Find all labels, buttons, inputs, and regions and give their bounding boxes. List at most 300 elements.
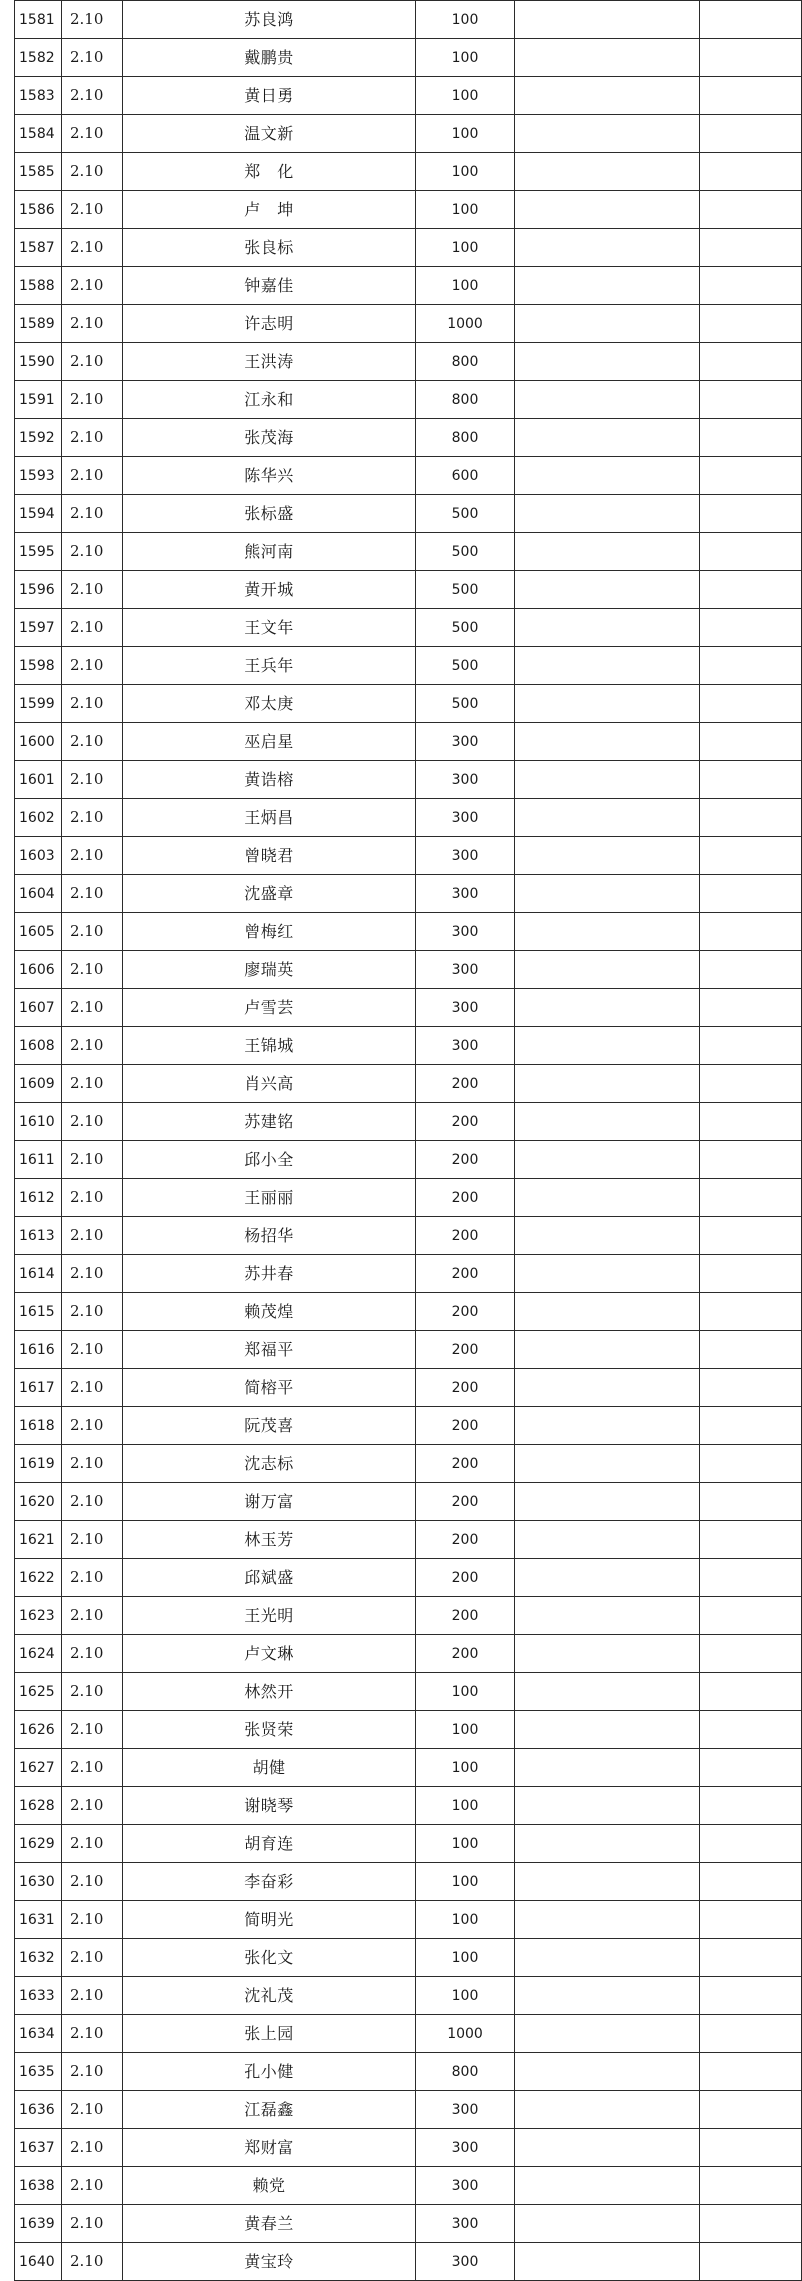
amount-cell[interactable]: 800 (416, 2053, 515, 2091)
empty-cell[interactable] (514, 2129, 699, 2167)
empty-cell[interactable] (514, 153, 699, 191)
empty-cell[interactable] (514, 723, 699, 761)
empty-cell[interactable] (700, 837, 802, 875)
empty-cell[interactable] (700, 1103, 802, 1141)
donor-name-cell[interactable]: 赖茂煌 (122, 1293, 415, 1331)
amount-cell[interactable]: 300 (416, 799, 515, 837)
donor-name-cell[interactable]: 邱斌盛 (122, 1559, 415, 1597)
row-number-cell[interactable]: 1596 (15, 571, 62, 609)
date-cell[interactable]: 2.10 (61, 2243, 122, 2281)
amount-cell[interactable]: 200 (416, 1635, 515, 1673)
empty-cell[interactable] (700, 685, 802, 723)
empty-cell[interactable] (514, 1711, 699, 1749)
row-number-cell[interactable]: 1619 (15, 1445, 62, 1483)
row-number-cell[interactable]: 1585 (15, 153, 62, 191)
date-cell[interactable]: 2.10 (61, 761, 122, 799)
donor-name-cell[interactable]: 黄日勇 (122, 77, 415, 115)
empty-cell[interactable] (514, 419, 699, 457)
empty-cell[interactable] (514, 1863, 699, 1901)
row-number-cell[interactable]: 1604 (15, 875, 62, 913)
empty-cell[interactable] (514, 951, 699, 989)
amount-cell[interactable]: 200 (416, 1369, 515, 1407)
donor-name-cell[interactable]: 沈志标 (122, 1445, 415, 1483)
row-number-cell[interactable]: 1588 (15, 267, 62, 305)
row-number-cell[interactable]: 1625 (15, 1673, 62, 1711)
row-number-cell[interactable]: 1630 (15, 1863, 62, 1901)
row-number-cell[interactable]: 1595 (15, 533, 62, 571)
row-number-cell[interactable]: 1594 (15, 495, 62, 533)
donor-name-cell[interactable]: 简明光 (122, 1901, 415, 1939)
donor-name-cell[interactable]: 苏良鸿 (122, 1, 415, 39)
amount-cell[interactable]: 500 (416, 685, 515, 723)
donor-name-cell[interactable]: 胡育连 (122, 1825, 415, 1863)
donor-name-cell[interactable]: 苏建铭 (122, 1103, 415, 1141)
date-cell[interactable]: 2.10 (61, 1217, 122, 1255)
amount-cell[interactable]: 300 (416, 1027, 515, 1065)
empty-cell[interactable] (514, 2167, 699, 2205)
empty-cell[interactable] (514, 1635, 699, 1673)
row-number-cell[interactable]: 1590 (15, 343, 62, 381)
row-number-cell[interactable]: 1621 (15, 1521, 62, 1559)
amount-cell[interactable]: 100 (416, 1863, 515, 1901)
date-cell[interactable]: 2.10 (61, 1, 122, 39)
row-number-cell[interactable]: 1591 (15, 381, 62, 419)
row-number-cell[interactable]: 1607 (15, 989, 62, 1027)
empty-cell[interactable] (514, 1559, 699, 1597)
empty-cell[interactable] (514, 2053, 699, 2091)
date-cell[interactable]: 2.10 (61, 381, 122, 419)
amount-cell[interactable]: 100 (416, 153, 515, 191)
date-cell[interactable]: 2.10 (61, 2205, 122, 2243)
donor-name-cell[interactable]: 沈盛章 (122, 875, 415, 913)
amount-cell[interactable]: 200 (416, 1065, 515, 1103)
donor-name-cell[interactable]: 张标盛 (122, 495, 415, 533)
date-cell[interactable]: 2.10 (61, 1939, 122, 1977)
date-cell[interactable]: 2.10 (61, 723, 122, 761)
row-number-cell[interactable]: 1603 (15, 837, 62, 875)
amount-cell[interactable]: 500 (416, 609, 515, 647)
date-cell[interactable]: 2.10 (61, 1407, 122, 1445)
donor-name-cell[interactable]: 张贤荣 (122, 1711, 415, 1749)
date-cell[interactable]: 2.10 (61, 343, 122, 381)
amount-cell[interactable]: 200 (416, 1179, 515, 1217)
empty-cell[interactable] (514, 1901, 699, 1939)
empty-cell[interactable] (514, 267, 699, 305)
empty-cell[interactable] (700, 419, 802, 457)
empty-cell[interactable] (700, 2205, 802, 2243)
empty-cell[interactable] (700, 1369, 802, 1407)
empty-cell[interactable] (700, 39, 802, 77)
date-cell[interactable]: 2.10 (61, 1179, 122, 1217)
row-number-cell[interactable]: 1629 (15, 1825, 62, 1863)
empty-cell[interactable] (514, 381, 699, 419)
amount-cell[interactable]: 200 (416, 1255, 515, 1293)
empty-cell[interactable] (700, 875, 802, 913)
empty-cell[interactable] (514, 39, 699, 77)
empty-cell[interactable] (700, 2015, 802, 2053)
donor-name-cell[interactable]: 曾梅红 (122, 913, 415, 951)
empty-cell[interactable] (514, 609, 699, 647)
date-cell[interactable]: 2.10 (61, 1711, 122, 1749)
amount-cell[interactable]: 100 (416, 77, 515, 115)
empty-cell[interactable] (700, 305, 802, 343)
empty-cell[interactable] (514, 1027, 699, 1065)
empty-cell[interactable] (700, 1445, 802, 1483)
amount-cell[interactable]: 300 (416, 951, 515, 989)
date-cell[interactable]: 2.10 (61, 495, 122, 533)
date-cell[interactable]: 2.10 (61, 647, 122, 685)
amount-cell[interactable]: 800 (416, 381, 515, 419)
amount-cell[interactable]: 300 (416, 2167, 515, 2205)
donor-name-cell[interactable]: 黄诰榕 (122, 761, 415, 799)
empty-cell[interactable] (700, 1977, 802, 2015)
empty-cell[interactable] (700, 153, 802, 191)
amount-cell[interactable]: 200 (416, 1141, 515, 1179)
donor-name-cell[interactable]: 林玉芳 (122, 1521, 415, 1559)
date-cell[interactable]: 2.10 (61, 571, 122, 609)
date-cell[interactable]: 2.10 (61, 1597, 122, 1635)
empty-cell[interactable] (514, 761, 699, 799)
amount-cell[interactable]: 500 (416, 495, 515, 533)
donor-name-cell[interactable]: 李奋彩 (122, 1863, 415, 1901)
empty-cell[interactable] (514, 2091, 699, 2129)
empty-cell[interactable] (514, 77, 699, 115)
amount-cell[interactable]: 500 (416, 533, 515, 571)
date-cell[interactable]: 2.10 (61, 1559, 122, 1597)
empty-cell[interactable] (700, 1331, 802, 1369)
row-number-cell[interactable]: 1611 (15, 1141, 62, 1179)
empty-cell[interactable] (514, 229, 699, 267)
row-number-cell[interactable]: 1606 (15, 951, 62, 989)
row-number-cell[interactable]: 1631 (15, 1901, 62, 1939)
row-number-cell[interactable]: 1615 (15, 1293, 62, 1331)
row-number-cell[interactable]: 1624 (15, 1635, 62, 1673)
date-cell[interactable]: 2.10 (61, 609, 122, 647)
empty-cell[interactable] (700, 1939, 802, 1977)
empty-cell[interactable] (514, 1217, 699, 1255)
amount-cell[interactable]: 200 (416, 1445, 515, 1483)
empty-cell[interactable] (514, 2015, 699, 2053)
row-number-cell[interactable]: 1637 (15, 2129, 62, 2167)
amount-cell[interactable]: 100 (416, 191, 515, 229)
amount-cell[interactable]: 500 (416, 647, 515, 685)
donor-name-cell[interactable]: 孔小健 (122, 2053, 415, 2091)
row-number-cell[interactable]: 1639 (15, 2205, 62, 2243)
empty-cell[interactable] (514, 191, 699, 229)
empty-cell[interactable] (700, 1635, 802, 1673)
empty-cell[interactable] (700, 1293, 802, 1331)
amount-cell[interactable]: 300 (416, 989, 515, 1027)
empty-cell[interactable] (514, 1521, 699, 1559)
donor-name-cell[interactable]: 张茂海 (122, 419, 415, 457)
date-cell[interactable]: 2.10 (61, 419, 122, 457)
date-cell[interactable]: 2.10 (61, 1749, 122, 1787)
empty-cell[interactable] (514, 1825, 699, 1863)
empty-cell[interactable] (700, 1065, 802, 1103)
empty-cell[interactable] (700, 457, 802, 495)
donor-name-cell[interactable]: 黄开城 (122, 571, 415, 609)
empty-cell[interactable] (514, 343, 699, 381)
donor-name-cell[interactable]: 王光明 (122, 1597, 415, 1635)
row-number-cell[interactable]: 1593 (15, 457, 62, 495)
empty-cell[interactable] (514, 533, 699, 571)
row-number-cell[interactable]: 1613 (15, 1217, 62, 1255)
date-cell[interactable]: 2.10 (61, 1027, 122, 1065)
amount-cell[interactable]: 100 (416, 1901, 515, 1939)
empty-cell[interactable] (700, 495, 802, 533)
empty-cell[interactable] (514, 1179, 699, 1217)
donor-name-cell[interactable]: 简榕平 (122, 1369, 415, 1407)
row-number-cell[interactable]: 1609 (15, 1065, 62, 1103)
date-cell[interactable]: 2.10 (61, 191, 122, 229)
amount-cell[interactable]: 300 (416, 2243, 515, 2281)
amount-cell[interactable]: 1000 (416, 305, 515, 343)
empty-cell[interactable] (700, 267, 802, 305)
empty-cell[interactable] (514, 1293, 699, 1331)
empty-cell[interactable] (700, 723, 802, 761)
date-cell[interactable]: 2.10 (61, 1141, 122, 1179)
empty-cell[interactable] (700, 1179, 802, 1217)
row-number-cell[interactable]: 1584 (15, 115, 62, 153)
donor-name-cell[interactable]: 张上园 (122, 2015, 415, 2053)
empty-cell[interactable] (700, 571, 802, 609)
date-cell[interactable]: 2.10 (61, 1065, 122, 1103)
empty-cell[interactable] (514, 571, 699, 609)
empty-cell[interactable] (700, 1, 802, 39)
amount-cell[interactable]: 100 (416, 1787, 515, 1825)
date-cell[interactable]: 2.10 (61, 989, 122, 1027)
date-cell[interactable]: 2.10 (61, 1521, 122, 1559)
date-cell[interactable]: 2.10 (61, 2015, 122, 2053)
amount-cell[interactable]: 300 (416, 837, 515, 875)
row-number-cell[interactable]: 1626 (15, 1711, 62, 1749)
amount-cell[interactable]: 300 (416, 2091, 515, 2129)
row-number-cell[interactable]: 1616 (15, 1331, 62, 1369)
empty-cell[interactable] (514, 2243, 699, 2281)
date-cell[interactable]: 2.10 (61, 1483, 122, 1521)
date-cell[interactable]: 2.10 (61, 229, 122, 267)
empty-cell[interactable] (514, 989, 699, 1027)
row-number-cell[interactable]: 1640 (15, 2243, 62, 2281)
row-number-cell[interactable]: 1622 (15, 1559, 62, 1597)
date-cell[interactable]: 2.10 (61, 1863, 122, 1901)
donor-name-cell[interactable]: 邱小全 (122, 1141, 415, 1179)
date-cell[interactable]: 2.10 (61, 1331, 122, 1369)
donor-name-cell[interactable]: 杨招华 (122, 1217, 415, 1255)
empty-cell[interactable] (514, 495, 699, 533)
empty-cell[interactable] (514, 1331, 699, 1369)
date-cell[interactable]: 2.10 (61, 685, 122, 723)
row-number-cell[interactable]: 1623 (15, 1597, 62, 1635)
empty-cell[interactable] (700, 1255, 802, 1293)
amount-cell[interactable]: 100 (416, 1711, 515, 1749)
date-cell[interactable]: 2.10 (61, 39, 122, 77)
date-cell[interactable]: 2.10 (61, 951, 122, 989)
row-number-cell[interactable]: 1592 (15, 419, 62, 457)
empty-cell[interactable] (700, 1027, 802, 1065)
date-cell[interactable]: 2.10 (61, 2091, 122, 2129)
empty-cell[interactable] (514, 875, 699, 913)
date-cell[interactable]: 2.10 (61, 1673, 122, 1711)
date-cell[interactable]: 2.10 (61, 2129, 122, 2167)
date-cell[interactable]: 2.10 (61, 1787, 122, 1825)
date-cell[interactable]: 2.10 (61, 837, 122, 875)
donor-name-cell[interactable]: 曾晓君 (122, 837, 415, 875)
row-number-cell[interactable]: 1605 (15, 913, 62, 951)
empty-cell[interactable] (700, 1901, 802, 1939)
empty-cell[interactable] (514, 305, 699, 343)
empty-cell[interactable] (514, 799, 699, 837)
amount-cell[interactable]: 200 (416, 1293, 515, 1331)
empty-cell[interactable] (514, 1103, 699, 1141)
empty-cell[interactable] (514, 115, 699, 153)
amount-cell[interactable]: 100 (416, 229, 515, 267)
donor-name-cell[interactable]: 王兵年 (122, 647, 415, 685)
empty-cell[interactable] (514, 647, 699, 685)
donor-name-cell[interactable]: 王炳昌 (122, 799, 415, 837)
empty-cell[interactable] (514, 1749, 699, 1787)
date-cell[interactable]: 2.10 (61, 913, 122, 951)
row-number-cell[interactable]: 1627 (15, 1749, 62, 1787)
row-number-cell[interactable]: 1601 (15, 761, 62, 799)
empty-cell[interactable] (700, 1597, 802, 1635)
donor-name-cell[interactable]: 熊河南 (122, 533, 415, 571)
empty-cell[interactable] (514, 1065, 699, 1103)
empty-cell[interactable] (514, 1597, 699, 1635)
date-cell[interactable]: 2.10 (61, 77, 122, 115)
date-cell[interactable]: 2.10 (61, 1445, 122, 1483)
donor-name-cell[interactable]: 阮茂喜 (122, 1407, 415, 1445)
empty-cell[interactable] (700, 1521, 802, 1559)
donor-name-cell[interactable]: 陈华兴 (122, 457, 415, 495)
amount-cell[interactable]: 100 (416, 1749, 515, 1787)
donor-name-cell[interactable]: 肖兴高 (122, 1065, 415, 1103)
donor-name-cell[interactable]: 黄宝玲 (122, 2243, 415, 2281)
empty-cell[interactable] (514, 457, 699, 495)
donor-name-cell[interactable]: 郑财富 (122, 2129, 415, 2167)
empty-cell[interactable] (700, 1863, 802, 1901)
empty-cell[interactable] (700, 609, 802, 647)
empty-cell[interactable] (514, 1255, 699, 1293)
empty-cell[interactable] (700, 229, 802, 267)
row-number-cell[interactable]: 1610 (15, 1103, 62, 1141)
date-cell[interactable]: 2.10 (61, 1825, 122, 1863)
donor-name-cell[interactable]: 谢万富 (122, 1483, 415, 1521)
amount-cell[interactable]: 200 (416, 1103, 515, 1141)
donor-name-cell[interactable]: 卢 坤 (122, 191, 415, 229)
row-number-cell[interactable]: 1586 (15, 191, 62, 229)
donor-name-cell[interactable]: 钟嘉佳 (122, 267, 415, 305)
empty-cell[interactable] (700, 1673, 802, 1711)
date-cell[interactable]: 2.10 (61, 799, 122, 837)
row-number-cell[interactable]: 1612 (15, 1179, 62, 1217)
amount-cell[interactable]: 600 (416, 457, 515, 495)
empty-cell[interactable] (700, 381, 802, 419)
amount-cell[interactable]: 300 (416, 2129, 515, 2167)
empty-cell[interactable] (700, 343, 802, 381)
empty-cell[interactable] (514, 1141, 699, 1179)
date-cell[interactable]: 2.10 (61, 533, 122, 571)
row-number-cell[interactable]: 1589 (15, 305, 62, 343)
donor-name-cell[interactable]: 沈礼茂 (122, 1977, 415, 2015)
empty-cell[interactable] (700, 1749, 802, 1787)
amount-cell[interactable]: 300 (416, 761, 515, 799)
amount-cell[interactable]: 800 (416, 419, 515, 457)
donor-name-cell[interactable]: 王文年 (122, 609, 415, 647)
amount-cell[interactable]: 100 (416, 115, 515, 153)
empty-cell[interactable] (514, 913, 699, 951)
amount-cell[interactable]: 200 (416, 1407, 515, 1445)
row-number-cell[interactable]: 1602 (15, 799, 62, 837)
row-number-cell[interactable]: 1628 (15, 1787, 62, 1825)
donor-name-cell[interactable]: 黄春兰 (122, 2205, 415, 2243)
donor-name-cell[interactable]: 许志明 (122, 305, 415, 343)
amount-cell[interactable]: 200 (416, 1559, 515, 1597)
empty-cell[interactable] (514, 1407, 699, 1445)
donor-name-cell[interactable]: 卢雪芸 (122, 989, 415, 1027)
amount-cell[interactable]: 800 (416, 343, 515, 381)
row-number-cell[interactable]: 1634 (15, 2015, 62, 2053)
donor-name-cell[interactable]: 戴鹏贵 (122, 39, 415, 77)
donor-name-cell[interactable]: 巫启星 (122, 723, 415, 761)
amount-cell[interactable]: 100 (416, 1, 515, 39)
amount-cell[interactable]: 200 (416, 1331, 515, 1369)
amount-cell[interactable]: 100 (416, 1673, 515, 1711)
empty-cell[interactable] (700, 1711, 802, 1749)
date-cell[interactable]: 2.10 (61, 267, 122, 305)
row-number-cell[interactable]: 1599 (15, 685, 62, 723)
empty-cell[interactable] (700, 2091, 802, 2129)
donor-name-cell[interactable]: 温文新 (122, 115, 415, 153)
empty-cell[interactable] (700, 77, 802, 115)
date-cell[interactable]: 2.10 (61, 305, 122, 343)
empty-cell[interactable] (700, 799, 802, 837)
amount-cell[interactable]: 200 (416, 1217, 515, 1255)
empty-cell[interactable] (700, 2167, 802, 2205)
donor-name-cell[interactable]: 王洪涛 (122, 343, 415, 381)
amount-cell[interactable]: 200 (416, 1483, 515, 1521)
row-number-cell[interactable]: 1617 (15, 1369, 62, 1407)
donor-name-cell[interactable]: 胡健 (122, 1749, 415, 1787)
date-cell[interactable]: 2.10 (61, 153, 122, 191)
row-number-cell[interactable]: 1618 (15, 1407, 62, 1445)
empty-cell[interactable] (700, 761, 802, 799)
donor-name-cell[interactable]: 谢晓琴 (122, 1787, 415, 1825)
empty-cell[interactable] (700, 1825, 802, 1863)
empty-cell[interactable] (700, 2053, 802, 2091)
empty-cell[interactable] (700, 191, 802, 229)
donor-name-cell[interactable]: 邓太庚 (122, 685, 415, 723)
donor-name-cell[interactable]: 卢文琳 (122, 1635, 415, 1673)
donor-name-cell[interactable]: 江永和 (122, 381, 415, 419)
row-number-cell[interactable]: 1635 (15, 2053, 62, 2091)
empty-cell[interactable] (700, 1407, 802, 1445)
amount-cell[interactable]: 100 (416, 267, 515, 305)
empty-cell[interactable] (700, 1787, 802, 1825)
date-cell[interactable]: 2.10 (61, 1635, 122, 1673)
row-number-cell[interactable]: 1633 (15, 1977, 62, 2015)
empty-cell[interactable] (514, 837, 699, 875)
amount-cell[interactable]: 1000 (416, 2015, 515, 2053)
row-number-cell[interactable]: 1636 (15, 2091, 62, 2129)
empty-cell[interactable] (700, 1217, 802, 1255)
amount-cell[interactable]: 100 (416, 1825, 515, 1863)
donor-name-cell[interactable]: 赖党 (122, 2167, 415, 2205)
row-number-cell[interactable]: 1582 (15, 39, 62, 77)
donor-name-cell[interactable]: 郑福平 (122, 1331, 415, 1369)
amount-cell[interactable]: 300 (416, 875, 515, 913)
donor-name-cell[interactable]: 江磊鑫 (122, 2091, 415, 2129)
